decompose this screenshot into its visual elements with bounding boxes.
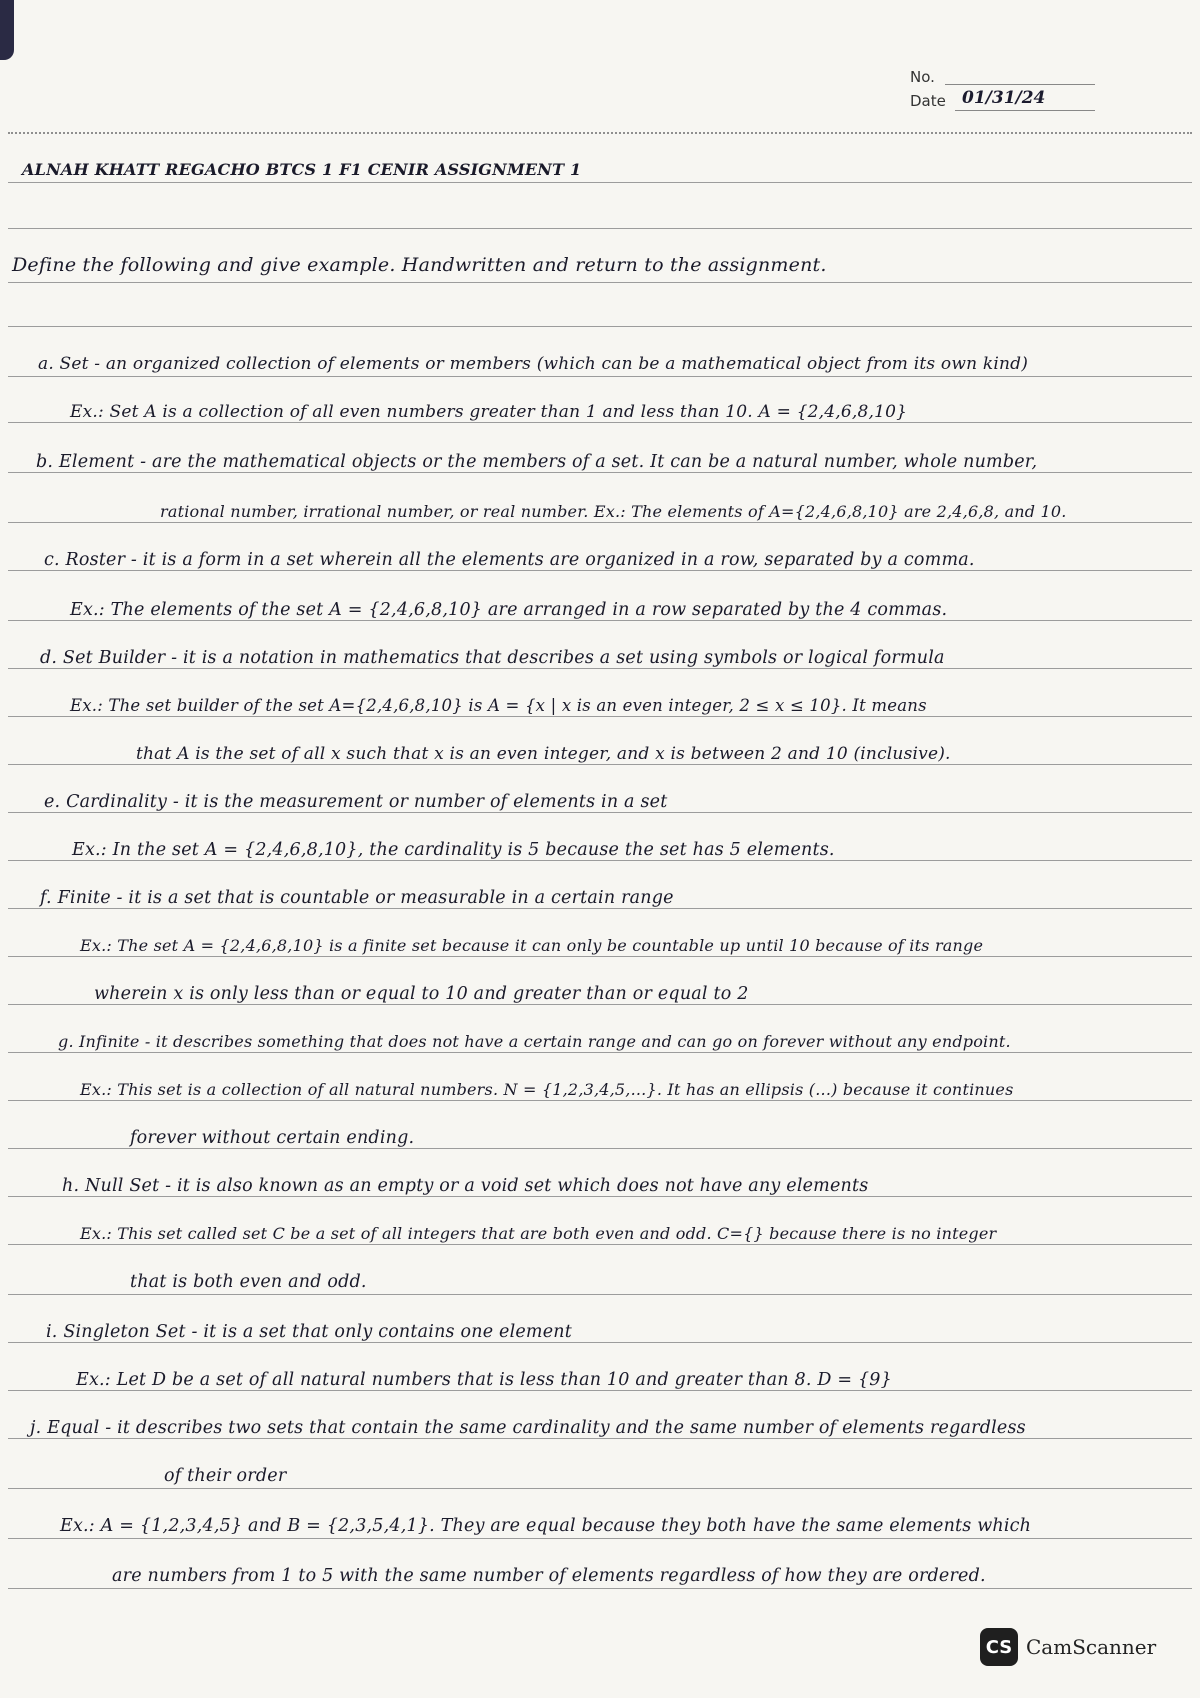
no-underline <box>945 84 1095 85</box>
definition-equal-continued: of their order <box>164 1466 287 1486</box>
rule <box>8 1052 1192 1053</box>
example-finite: Ex.: The set A = {2,4,6,8,10} is a finite set because it can only be countable up until 10 because of its range <box>80 936 984 955</box>
example-null-set: Ex.: This set called set C be a set of all integers that are both even and odd. C={} because there is no integer <box>80 1224 997 1243</box>
definition-null-set: h. Null Set - it is also known as an empty or a void set which does not have any elements <box>62 1176 869 1196</box>
date-value: 01/31/24 <box>962 88 1046 108</box>
rule <box>8 326 1192 327</box>
rule <box>8 956 1192 957</box>
rule <box>8 1438 1192 1439</box>
example-roster: Ex.: The elements of the set A = {2,4,6,8,10} are arranged in a row separated by the 4 commas. <box>70 600 948 620</box>
example-equal-continued: are numbers from 1 to 5 with the same number of elements regardless of how they are ordered. <box>112 1566 986 1586</box>
rule <box>8 228 1192 229</box>
rule <box>8 1538 1192 1539</box>
definition-element-continued: rational number, irrational number, or real number. Ex.: The elements of A={2,4,6,8,10} are 2,4,6,8, and 10. <box>160 502 1067 521</box>
example-set-builder: Ex.: The set builder of the set A={2,4,6,8,10} is A = {x | x is an even integer, 2 ≤ x ≤ 10}. It means <box>70 696 927 715</box>
date-underline <box>955 110 1095 111</box>
rule <box>8 668 1192 669</box>
definition-set: a. Set - an organized collection of elements or members (which can be a mathematical object from its own kind) <box>38 354 1029 374</box>
example-singleton-set: Ex.: Let D be a set of all natural numbers that is less than 10 and greater than 8. D = {9} <box>76 1370 892 1390</box>
rule <box>8 1148 1192 1149</box>
rule <box>8 1004 1192 1005</box>
example-cardinality: Ex.: In the set A = {2,4,6,8,10}, the cardinality is 5 because the set has 5 elements. <box>72 840 835 860</box>
rule <box>8 282 1192 283</box>
definition-finite: f. Finite - it is a set that is countable or measurable in a certain range <box>40 888 674 908</box>
example-finite-continued: wherein x is only less than or equal to 10 and greater than or equal to 2 <box>94 984 749 1004</box>
definition-singleton-set: i. Singleton Set - it is a set that only contains one element <box>46 1322 572 1342</box>
definition-element: b. Element - are the mathematical objects or the members of a set. It can be a natural number, whole number, <box>36 452 1038 472</box>
rule <box>8 1342 1192 1343</box>
example-set-builder-continued: that A is the set of all x such that x is an even integer, and x is between 2 and 10 (inclusive). <box>136 744 951 764</box>
rule <box>8 1588 1192 1589</box>
rule <box>8 812 1192 813</box>
rule <box>8 1196 1192 1197</box>
definition-cardinality: e. Cardinality - it is the measurement or number of elements in a set <box>44 792 668 812</box>
rule <box>8 1390 1192 1391</box>
example-infinite-continued: forever without certain ending. <box>130 1128 415 1148</box>
definition-roster: c. Roster - it is a form in a set wherein all the elements are organized in a row, separated by a comma. <box>44 550 975 570</box>
definition-infinite: g. Infinite - it describes something that does not have a certain range and can go on forever without any endpoint. <box>58 1032 1011 1051</box>
rule <box>8 522 1192 523</box>
rule <box>8 1100 1192 1101</box>
student-name-and-assignment: ALNAH KHATT REGACHO BTCS 1 F1 CENIR ASSIGNMENT 1 <box>22 160 582 179</box>
example-equal: Ex.: A = {1,2,3,4,5} and B = {2,3,5,4,1}. They are equal because they both have the same elements which <box>60 1516 1032 1536</box>
rule <box>8 1488 1192 1489</box>
instruction-line: Define the following and give example. Handwritten and return to the assignment. <box>12 254 827 276</box>
rule <box>8 570 1192 571</box>
rule <box>8 764 1192 765</box>
camscanner-text: CamScanner <box>1026 1635 1157 1659</box>
rule <box>8 908 1192 909</box>
definition-set-builder: d. Set Builder - it is a notation in mathematics that describes a set using symbols or logical formula <box>40 648 945 668</box>
rule <box>8 860 1192 861</box>
date-label: Date <box>910 92 946 110</box>
rule <box>8 1244 1192 1245</box>
rule <box>8 376 1192 377</box>
rule <box>8 716 1192 717</box>
example-infinite: Ex.: This set is a collection of all natural numbers. N = {1,2,3,4,5,...}. It has an ellipsis (...) because it continues <box>80 1080 1014 1099</box>
definition-equal: j. Equal - it describes two sets that contain the same cardinality and the same number of elements regardless <box>30 1418 1026 1438</box>
rule <box>8 1294 1192 1295</box>
no-label: No. <box>910 68 935 86</box>
rule <box>8 422 1192 423</box>
camscanner-watermark <box>980 1628 1156 1666</box>
rule <box>8 472 1192 473</box>
rule <box>8 620 1192 621</box>
camscanner-logo-icon: CS <box>980 1628 1018 1666</box>
header-dotted-rule <box>8 132 1192 134</box>
example-null-set-continued: that is both even and odd. <box>130 1272 367 1292</box>
rule <box>8 182 1192 183</box>
example-set: Ex.: Set A is a collection of all even numbers greater than 1 and less than 10. A = {2,4,6,8,10} <box>70 402 908 422</box>
